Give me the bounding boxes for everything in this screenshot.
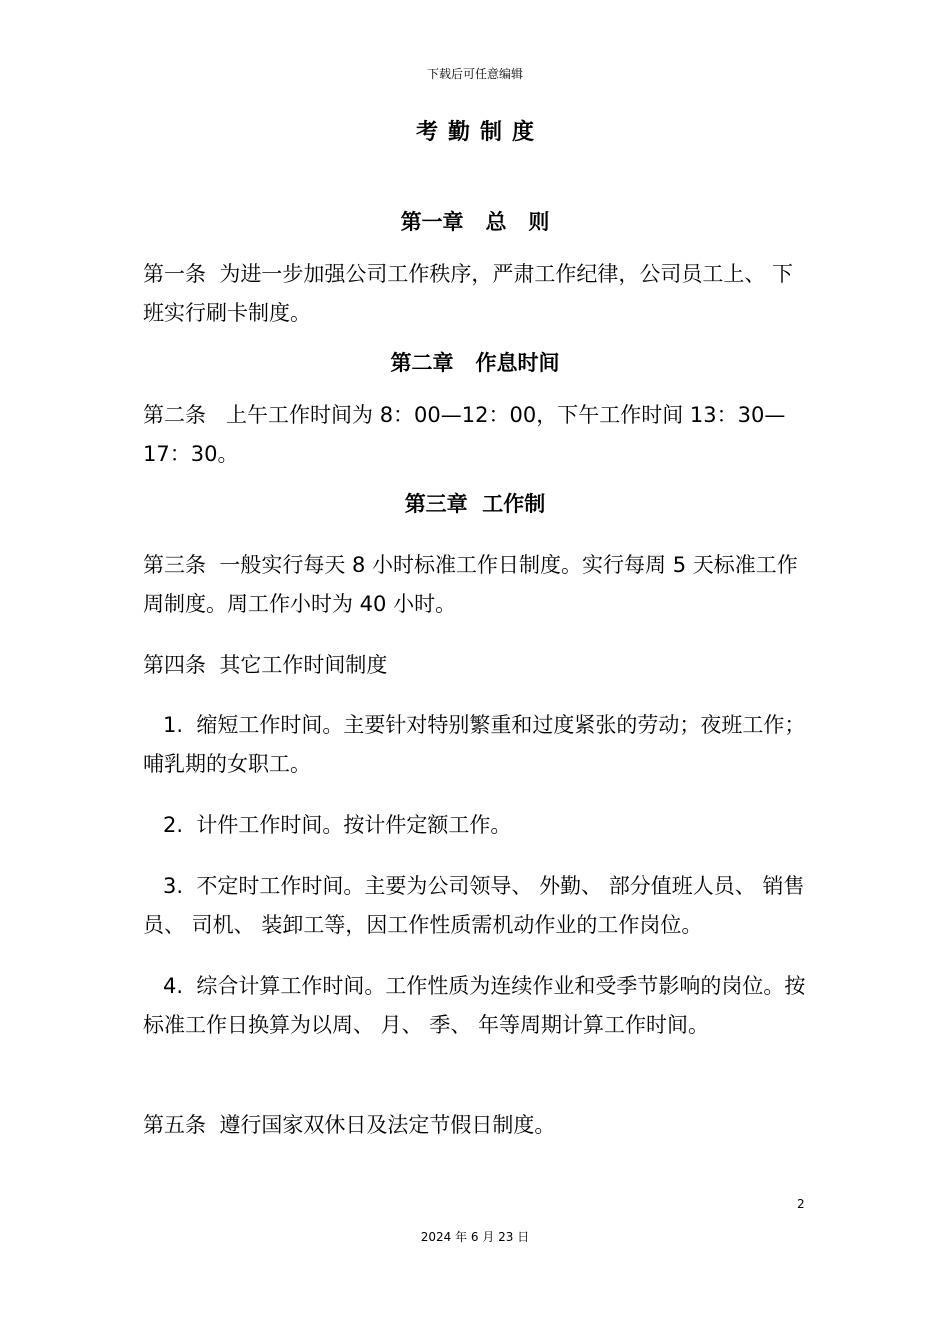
chapter-3-heading: 第三章 工作制 xyxy=(404,492,546,516)
article-4-item-4: 4. 综合计算工作时间。工作性质为连续作业和受季节影响的岗位。按标准工作日换算为以周、 月、 季、 年等周期计算工作时间。 xyxy=(143,974,806,1037)
footer-date: 2024 年 6 月 23 日 xyxy=(420,1230,530,1244)
chapter-1-heading: 第一章 总 则 xyxy=(400,210,550,234)
article-4-item-1: 1. 缩短工作时间。主要针对特别繁重和过度紧张的劳动；夜班工作；哺乳期的女职工。 xyxy=(143,713,806,776)
page-number: 2 xyxy=(797,1197,805,1211)
article-2: 第二条 上午工作时间为 8：00—12：00，下午工作时间 13：30—17：30。 xyxy=(143,403,786,466)
article-3: 第三条 一般实行每天 8 小时标准工作日制度。实行每周 5 天标准工作周制度。周工作小时为 40 小时。 xyxy=(143,553,798,616)
article-5: 第五条 遵行国家双休日及法定节假日制度。 xyxy=(143,1113,556,1137)
document-title: 考勤制度 xyxy=(415,120,544,145)
article-4: 第四条 其它工作时间制度 xyxy=(143,653,388,677)
article-1: 第一条 为进一步加强公司工作秩序，严肃工作纪律，公司员工上、 下班实行刷卡制度。 xyxy=(143,262,794,325)
article-4-item-3: 3. 不定时工作时间。主要为公司领导、 外勤、 部分值班人员、 销售员、 司机、 装卸工等，因工作性质需机动作业的工作岗位。 xyxy=(143,874,805,937)
chapter-2-heading: 第二章 作息时间 xyxy=(390,351,560,375)
page-header: 下载后可任意编辑 xyxy=(426,67,523,81)
article-4-item-2: 2. 计件工作时间。按计件定额工作。 xyxy=(143,813,512,837)
